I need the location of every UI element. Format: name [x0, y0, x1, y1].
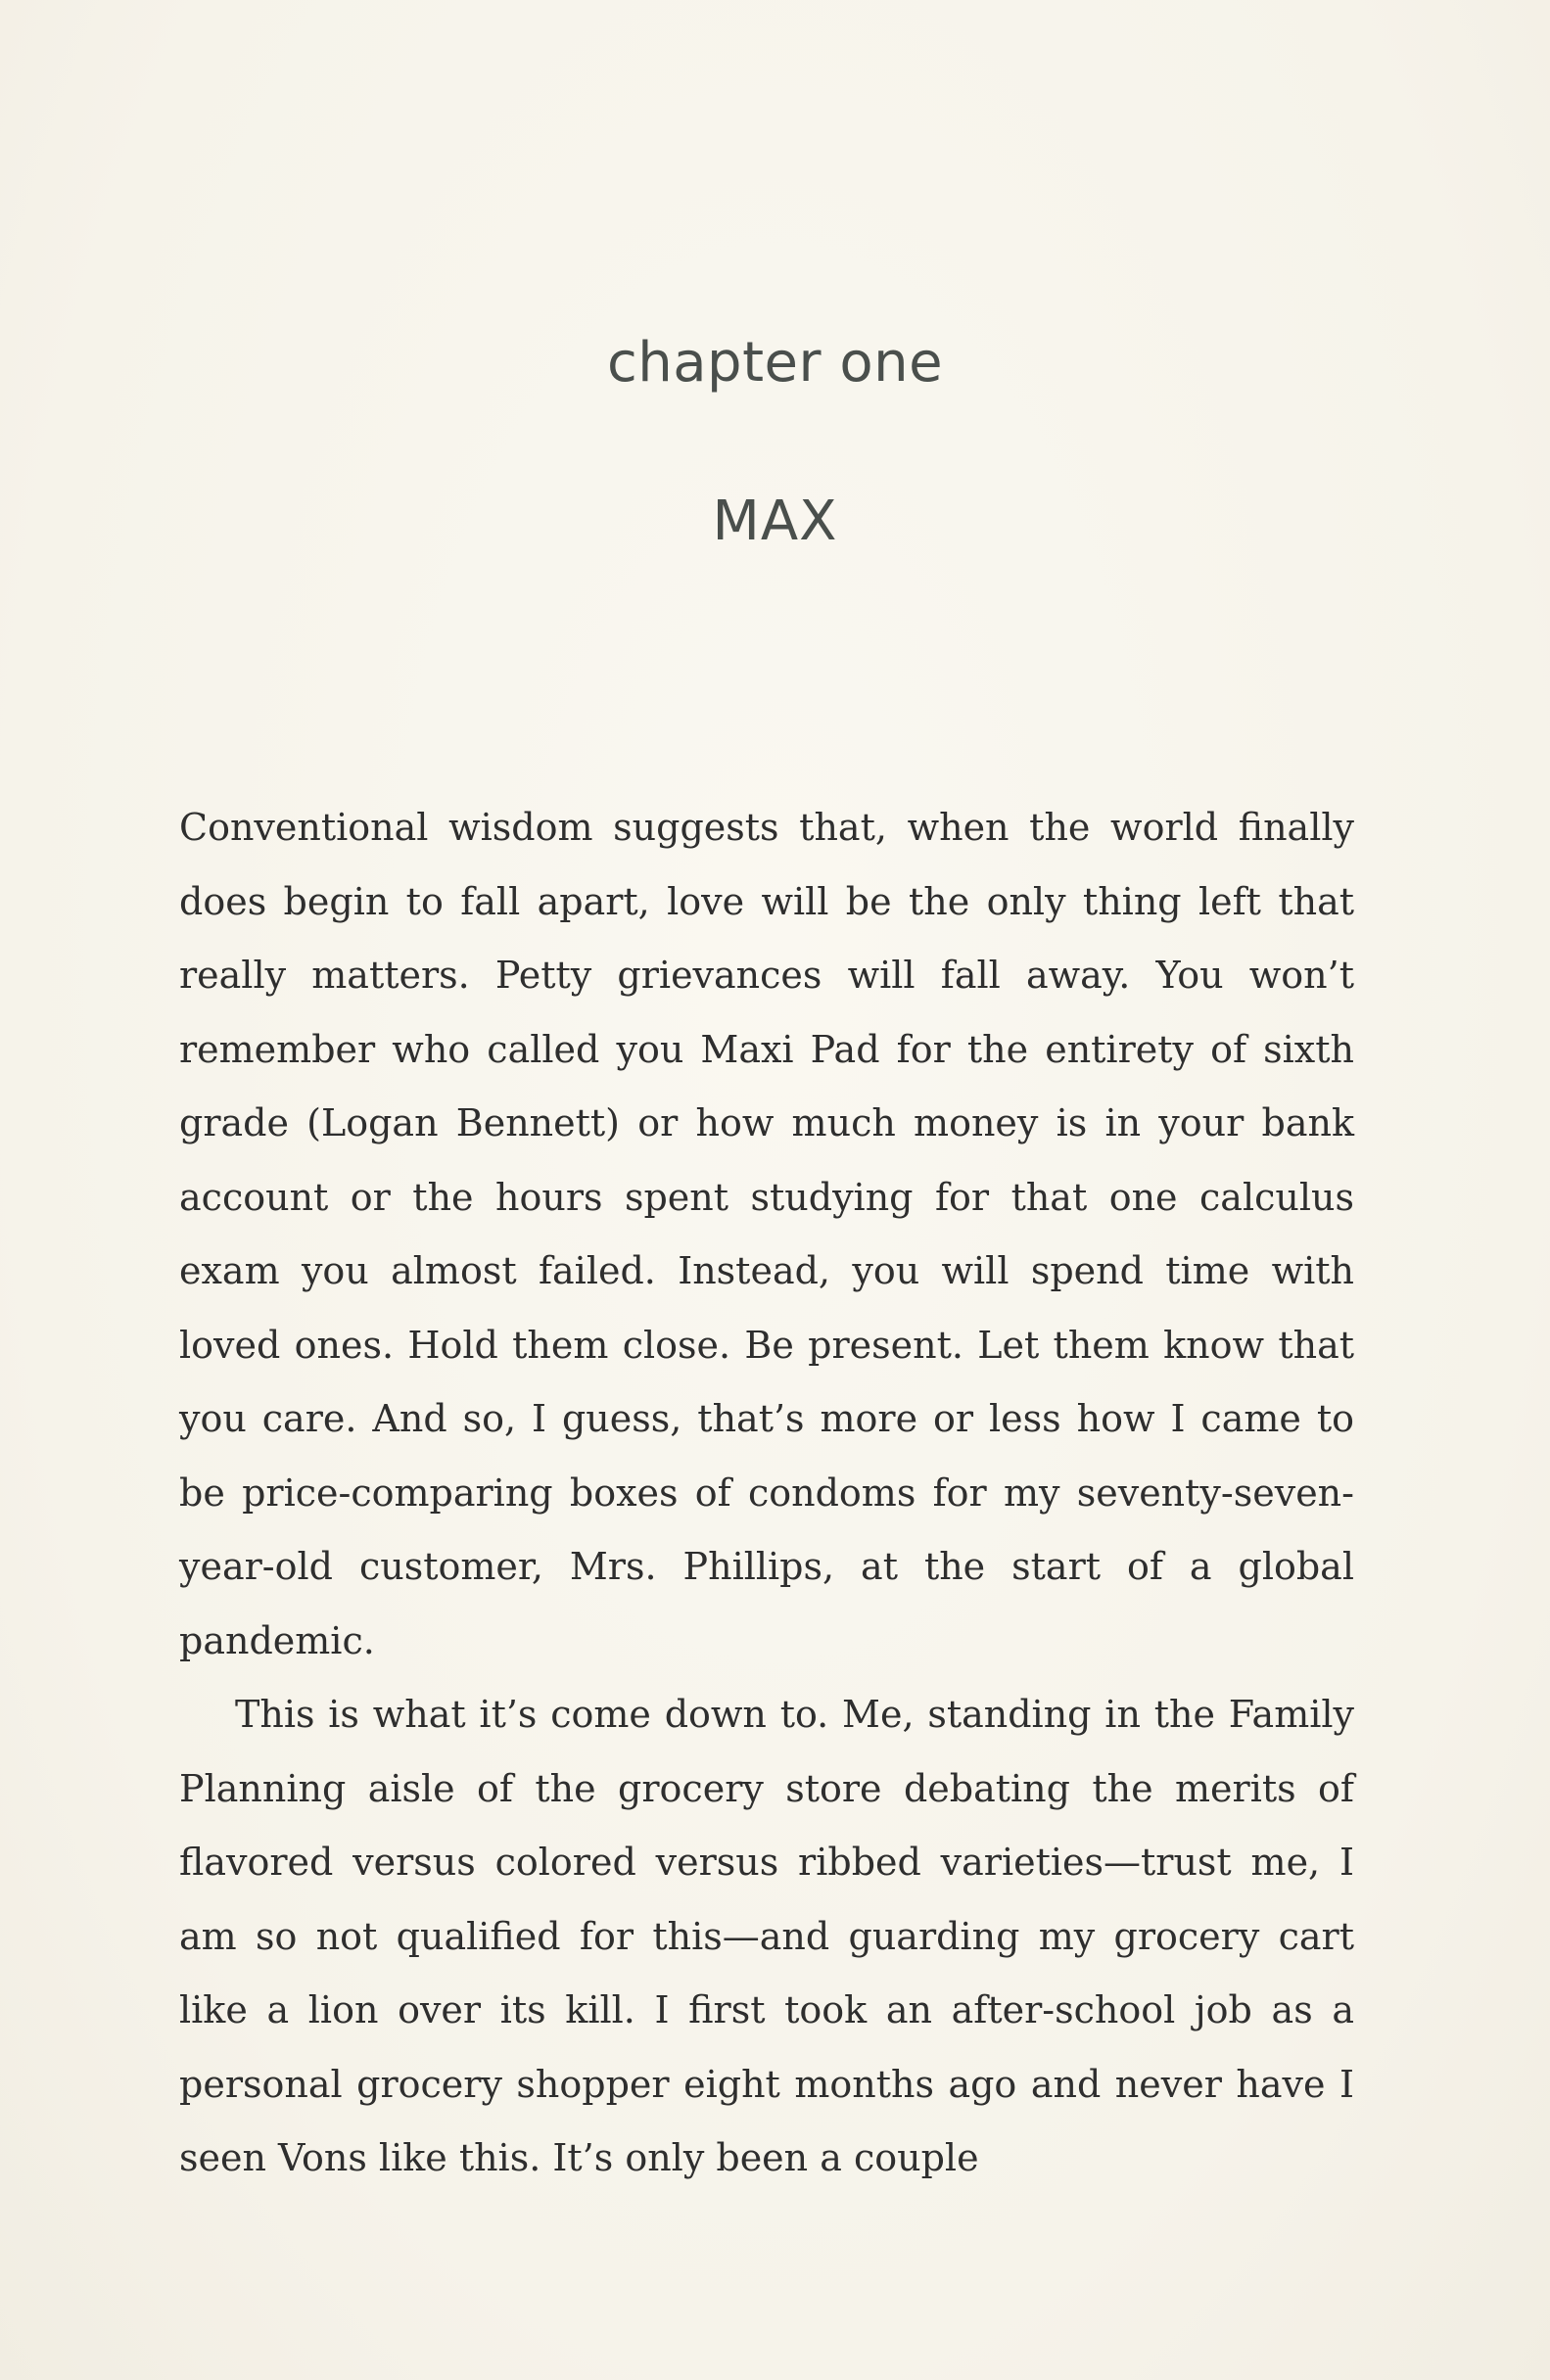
paragraph-2: This is what it’s come down to. Me, standing in the Family Planning aisle of the grocery store debating the merits of flavored versus colored versus ribbed varieties—trust me, I am so not qualified for this—and guarding my grocery cart like a lion over its kill. I first took an after-school job as a personal grocery shopper eight months ago and never have I seen Vons like this. It’s only been a couple — [179, 1693, 1354, 2179]
chapter-title: MAX — [712, 490, 838, 553]
chapter-label: chapter one — [606, 331, 944, 395]
paragraph-1: Conventional wisdom suggests that, when the world finally does begin to fall apart, love will be the only thing left that really matters. Petty grievances will fall away. You won’t remember who called you Maxi Pad for the entirety of sixth grade (Logan Bennett) or how much money is in your bank account or the hours spent studying for that one calculus exam you almost failed. Instead, you will spend time with loved ones. Hold them close. Be present. Let them know that you care. And so, I guess, that’s more or less how I came to be price-comparing boxes of condoms for my seventy-seven-year-old customer, Mrs. Phillips, at the start of a global pandemic. — [179, 806, 1354, 1662]
body-text — [179, 791, 1354, 2196]
